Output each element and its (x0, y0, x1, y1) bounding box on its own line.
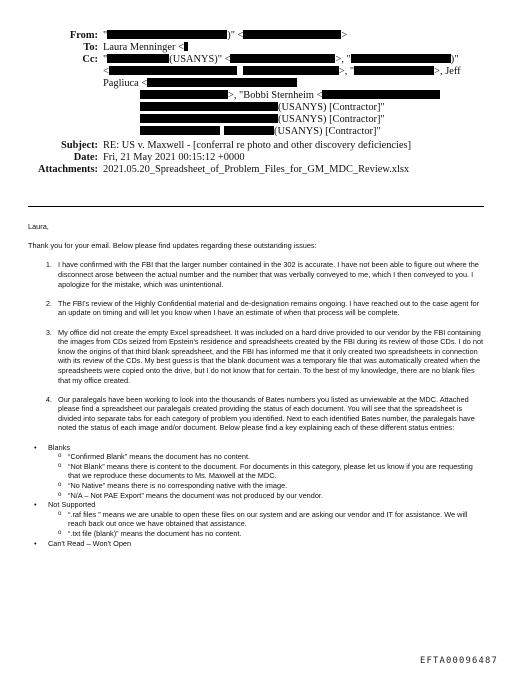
redaction (322, 90, 440, 99)
redaction (140, 90, 228, 99)
redaction (184, 42, 188, 51)
key-category (48, 539, 484, 549)
key-entries (48, 452, 484, 500)
greeting: Laura, (28, 222, 49, 231)
bates-stamp: EFTA00096487 (420, 656, 498, 666)
redaction (354, 66, 434, 75)
cc-row-7: (USANYS) [Contractor]" (0, 126, 512, 138)
redaction (107, 30, 227, 39)
key-entry: o “No Native” means there is no corresponding native with the image. (68, 481, 484, 491)
redaction (224, 126, 274, 135)
date-value: Fri, 21 May 2021 00:15:12 +0000 (103, 152, 245, 163)
key-entry: o “.txt file (blank)” means the document has no content. (68, 529, 484, 539)
key-entries (48, 510, 484, 539)
redaction (109, 66, 237, 75)
cc-row-4: >, "Bobbi Sternheim < (0, 90, 512, 102)
key-category (48, 443, 484, 501)
cc-row-3: Pagliuca < (0, 78, 512, 90)
redaction (243, 66, 339, 75)
key-entry: o “Not Blank” means there is content to the document. For documents in this category, please let us know if you are requesting that we reproduce these documents to Ms. Maxwell at the MDC. (68, 462, 484, 481)
key-category-label: Can't Read – Won't Open (48, 538, 132, 548)
header-divider (28, 206, 484, 207)
list-item: 1. I have confirmed with the FBI that the larger number contained in the 302 is accurate. I have not been able to figure out where the disconnect arose between the actual number and the number that was verbally conveyed to me, which I then conveyed to you. I apologize for the mistake, which was unintentional. (54, 260, 484, 289)
key-category (48, 500, 484, 538)
attachments-row (0, 164, 512, 176)
key-entry: o “Confirmed Blank” means the document has no content. (68, 452, 484, 462)
numbered-list (28, 260, 484, 433)
subject-row (0, 140, 512, 152)
cc-label: Cc: (82, 54, 98, 65)
key-entry: o “.raf files ” means we are unable to open these files on our system and are asking our vendor and IT for assistance. We will reach back out once we have obtained that assistance. (68, 510, 484, 529)
redaction (107, 54, 169, 63)
date-label: Date: (73, 152, 98, 163)
key-category-label: Blanks (48, 442, 71, 452)
key-category-label: Not Supported (48, 500, 96, 510)
intro-paragraph: Thank you for your email. Below please find updates regarding these outstanding issues: (28, 241, 317, 251)
to-value: Laura Menninger < (103, 42, 184, 53)
email-header (0, 30, 512, 176)
redaction (351, 54, 451, 63)
cc-row-2: < >, " >, Jeff (103, 66, 461, 77)
attachments-label: Attachments: (37, 164, 98, 175)
list-item: 2. The FBI's review of the Highly Confidential material and de-designation remains ongoing. I have reached out to the case agent for an update on timing and will let you know when I have an estimate of when that process will be complete. (54, 299, 484, 318)
cc-row-5: (USANYS) [Contractor]" (0, 102, 512, 114)
redaction (140, 102, 278, 111)
to-row (0, 42, 512, 54)
date-row (0, 152, 512, 164)
email-body (28, 222, 484, 548)
key-entry: o “N/A – Not PAE Export” means the document was not produced by our vendor. (68, 491, 484, 501)
from-row: From: " )" < > (69, 30, 348, 41)
redaction (230, 54, 335, 63)
redaction (147, 78, 297, 87)
cc-row-6: (USANYS) [Contractor]" (0, 114, 512, 126)
redaction (140, 114, 278, 123)
from-label: From: (69, 30, 98, 41)
status-key-list (28, 443, 484, 549)
list-item: 3. My office did not create the empty Excel spreadsheet. It was included on a hard drive provided to our vendor by the FBI containing the images from CDs seized from Epstein's residence and spreadsheets created by the FBI during its review of those CDs. I do not know the origins of that third blank spreadsheet, and the FBI has informed me that it only created two spreadsheets in connection with its review of the CDs. My best guess is that the blank document was a temporary file that was automatically created when the spreadsheets were copied onto the drive, but I do not know that for certain. To the best of my knowledge, there are no blank files that my office created. (54, 328, 484, 386)
redaction (243, 30, 341, 39)
to-label: To: (83, 42, 98, 53)
list-item: 4. Our paralegals have been working to look into the thousands of Bates numbers you listed as unviewable at the MDC. Attached please find a spreadsheet our paralegals created providing the status of each document. You will see that the spreadsheet is divided into separate tabs for each category of problem you identified. Next to each identified Bates number, the paralegals have noted the status of each image and/or document. Below please find a key explaining each of these different status entries: (54, 395, 484, 433)
redaction (140, 126, 220, 135)
subject-value: RE: US v. Maxwell - [conferral re photo and other discovery deficiencies] (103, 140, 412, 151)
subject-label: Subject: (61, 140, 98, 151)
attachments-value: 2021.05.20_Spreadsheet_of_Problem_Files_for_GM_MDC_Review.xlsx (103, 164, 410, 175)
cc-row: Cc: " (USANYS)" < >, " )" (82, 54, 459, 65)
